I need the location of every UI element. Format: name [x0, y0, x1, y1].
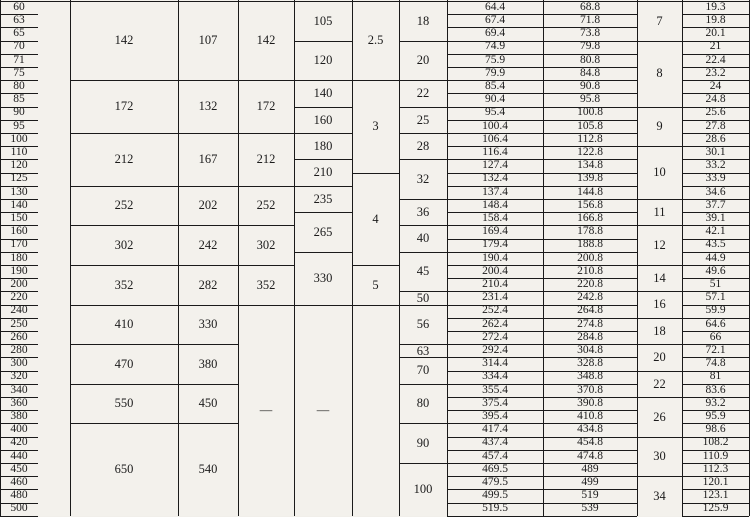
spec-cell: 352 [114, 277, 134, 292]
spec-cell: 330 [198, 317, 218, 332]
size-cell: 63 [13, 14, 25, 27]
value-cell: 106.4 [482, 132, 508, 145]
size-cell: 360 [10, 396, 28, 409]
value-cell: 474.8 [577, 449, 603, 462]
spec-cell: 32 [416, 171, 430, 186]
value-cell: 158.4 [482, 212, 508, 225]
spec-cell: 80 [416, 396, 430, 411]
value-cell: 188.8 [577, 238, 603, 251]
size-cell: 85 [13, 93, 25, 106]
value-cell: 64.4 [484, 0, 506, 13]
value-cell: 57.1 [705, 291, 726, 304]
value-cell: 33.2 [705, 159, 726, 172]
value-cell: 123.1 [702, 489, 729, 502]
value-cell: 19.8 [705, 14, 726, 27]
value-cell: 370.8 [577, 383, 603, 396]
value-cell: 156.8 [577, 198, 603, 211]
value-cell: 22.4 [705, 53, 726, 66]
size-cell: 75 [13, 66, 25, 79]
value-cell: 66 [709, 330, 722, 343]
spec-cell: 107 [198, 33, 218, 48]
value-cell: 134.8 [577, 159, 603, 172]
spec-cell: 105 [313, 13, 333, 28]
value-cell: 292.4 [482, 344, 508, 357]
value-cell: 74.8 [705, 357, 726, 370]
value-cell: 37.7 [705, 198, 726, 211]
value-cell: 95.8 [579, 93, 601, 106]
spec-cell: 18 [653, 323, 666, 338]
spec-cell: 40 [416, 231, 430, 246]
spec-cell: 56 [416, 317, 430, 332]
size-cell: 120 [10, 159, 28, 172]
value-cell: 84.8 [579, 66, 601, 79]
value-cell: 73.8 [579, 27, 601, 40]
value-cell: 93.2 [705, 396, 726, 409]
value-cell: 23.2 [705, 66, 726, 79]
size-cell: 80 [13, 80, 25, 93]
spec-cell: 2.5 [367, 33, 384, 48]
value-cell: 355.4 [482, 383, 508, 396]
size-cell: 190 [10, 264, 28, 277]
size-cell: 450 [10, 462, 28, 475]
value-cell: 120.1 [702, 476, 729, 489]
value-cell: 417.4 [482, 423, 508, 436]
value-cell: 71.8 [579, 14, 601, 27]
value-cell: 95.4 [484, 106, 506, 119]
value-cell: 469.5 [482, 462, 508, 475]
spec-cell: 210 [313, 165, 333, 180]
value-cell: 49.6 [705, 264, 726, 277]
value-cell: 95.9 [705, 410, 726, 423]
value-cell: 252.4 [482, 304, 508, 317]
value-cell: 20.1 [705, 27, 726, 40]
value-cell: 100.8 [577, 106, 603, 119]
spec-cell: 34 [653, 488, 666, 503]
size-cell: 200 [10, 278, 28, 291]
value-cell: 144.8 [577, 185, 603, 198]
value-cell: 33.9 [705, 172, 726, 185]
spec-cell: 330 [313, 270, 333, 285]
spec-cell: 20 [416, 53, 430, 68]
value-cell: 79.9 [484, 66, 506, 79]
spec-cell: 252 [256, 198, 276, 213]
value-cell: 139.8 [577, 172, 603, 185]
value-cell: 74.9 [484, 40, 506, 53]
value-cell: 100.4 [482, 119, 508, 132]
value-cell: 519.5 [482, 502, 508, 515]
spec-cell: 265 [313, 224, 333, 239]
spec-cell: 16 [653, 297, 666, 312]
value-cell: 499 [581, 476, 599, 489]
size-cell: 100 [10, 132, 28, 145]
spec-cell: 550 [114, 396, 134, 411]
value-cell: 200.4 [482, 264, 508, 277]
value-cell: 72.1 [705, 344, 726, 357]
spec-cell: 352 [256, 277, 276, 292]
value-cell: 395.4 [482, 410, 508, 423]
value-cell: 127.4 [482, 159, 508, 172]
spec-cell: 380 [198, 356, 218, 371]
spec-cell: 282 [198, 277, 218, 292]
value-cell: 137.4 [482, 185, 508, 198]
spec-cell: 8 [656, 66, 663, 81]
size-cell: 340 [10, 383, 28, 396]
value-cell: 499.5 [482, 489, 508, 502]
value-cell: 25.6 [705, 106, 726, 119]
value-cell: 68.8 [579, 0, 601, 13]
size-cell: 440 [10, 449, 28, 462]
spec-cell: 120 [313, 53, 333, 68]
value-cell: 19.3 [705, 0, 726, 13]
value-cell: 220.8 [577, 278, 603, 291]
spec-cell: 172 [114, 99, 134, 114]
value-cell: 69.4 [484, 27, 506, 40]
spec-cell: 26 [653, 409, 666, 424]
value-cell: 314.4 [482, 357, 508, 370]
spec-cell: 132 [198, 99, 218, 114]
spec-cell: 212 [256, 152, 276, 167]
value-cell: 231.4 [482, 291, 508, 304]
value-cell: 67.4 [484, 14, 506, 27]
size-cell: 250 [10, 317, 28, 330]
size-cell: 300 [10, 357, 28, 370]
value-cell: 21 [709, 40, 722, 53]
size-cell: 500 [10, 502, 28, 515]
spec-cell: 142 [256, 33, 276, 48]
value-cell: 112.3 [702, 462, 729, 475]
value-cell: 90.4 [484, 93, 506, 106]
size-cell: 65 [13, 27, 25, 40]
value-cell: 457.4 [482, 449, 508, 462]
value-cell: 81 [709, 370, 722, 383]
value-cell: 334.4 [482, 370, 508, 383]
spec-cell: 45 [416, 264, 430, 279]
value-cell: 44.9 [705, 251, 726, 264]
value-cell: 108.2 [702, 436, 729, 449]
size-cell: 380 [10, 410, 28, 423]
value-cell: 262.4 [482, 317, 508, 330]
size-cell: 130 [10, 185, 28, 198]
value-cell: 125.9 [702, 502, 729, 515]
spec-cell: 4 [372, 211, 379, 226]
size-cell: 170 [10, 238, 28, 251]
value-cell: 24.8 [705, 93, 726, 106]
size-cell: 460 [10, 476, 28, 489]
size-cell: 90 [13, 106, 25, 119]
size-cell: 70 [13, 40, 25, 53]
spec-cell: 252 [114, 198, 134, 213]
spec-cell: 302 [256, 237, 276, 252]
spec-cell: 202 [198, 198, 218, 213]
value-cell: 132.4 [482, 172, 508, 185]
value-cell: 166.8 [577, 212, 603, 225]
size-cell: 110 [10, 146, 28, 159]
value-cell: 454.8 [577, 436, 603, 449]
value-cell: 34.6 [705, 185, 726, 198]
spec-cell: 140 [313, 86, 333, 101]
value-cell: 210.8 [577, 264, 603, 277]
value-cell: 437.4 [482, 436, 508, 449]
spec-cell: 470 [114, 356, 134, 371]
spec-cell: 20 [653, 350, 666, 365]
spec-cell: 3 [372, 119, 379, 134]
spec-cell: 30 [653, 449, 666, 464]
spec-cell: 235 [313, 191, 333, 206]
value-cell: 284.8 [577, 330, 603, 343]
spec-cell: 242 [198, 237, 218, 252]
value-cell: 200.8 [577, 251, 603, 264]
spec-cell: — [259, 402, 273, 417]
value-cell: 27.8 [705, 119, 726, 132]
row-rule [352, 305, 399, 306]
value-cell: 64.6 [705, 317, 726, 330]
value-cell: 242.8 [577, 291, 603, 304]
value-cell: 80.8 [579, 53, 601, 66]
size-cell: 140 [10, 198, 28, 211]
size-cell: 160 [10, 225, 28, 238]
value-cell: 79.8 [579, 40, 601, 53]
size-cell: 480 [10, 489, 28, 502]
value-cell: 169.4 [482, 225, 508, 238]
spec-cell: 212 [114, 152, 134, 167]
value-cell: 489 [581, 462, 599, 475]
value-cell: 519 [581, 489, 599, 502]
value-cell: 98.6 [705, 423, 726, 436]
size-cell: 420 [10, 436, 28, 449]
size-cell: 95 [13, 119, 25, 132]
value-cell: 75.9 [484, 53, 506, 66]
value-cell: 51 [709, 278, 722, 291]
value-cell: 479.5 [482, 476, 508, 489]
size-cell: 400 [10, 423, 28, 436]
value-cell: 112.8 [577, 132, 603, 145]
spec-cell: 36 [416, 204, 430, 219]
value-cell: 83.6 [705, 383, 726, 396]
value-cell: 348.8 [577, 370, 603, 383]
spec-cell: 142 [114, 33, 134, 48]
spec-cell: — [316, 402, 330, 417]
value-cell: 39.1 [705, 212, 726, 225]
value-cell: 210.4 [482, 278, 508, 291]
size-cell: 180 [10, 251, 28, 264]
spec-cell: 90 [416, 435, 430, 450]
value-cell: 264.8 [577, 304, 603, 317]
value-cell: 190.4 [482, 251, 508, 264]
value-cell: 539 [581, 502, 599, 515]
size-cell: 60 [13, 0, 25, 13]
spec-cell: 25 [416, 112, 430, 127]
size-cell: 280 [10, 344, 28, 357]
value-cell: 274.8 [577, 317, 603, 330]
spec-cell: 650 [114, 462, 134, 477]
size-cell: 71 [13, 53, 25, 66]
value-cell: 116.4 [482, 146, 508, 159]
value-cell: 28.6 [705, 132, 726, 145]
spec-cell: 18 [416, 13, 430, 28]
spec-cell: 167 [198, 152, 218, 167]
size-cell: 150 [10, 212, 28, 225]
value-cell: 43.5 [705, 238, 726, 251]
size-cell: 260 [10, 330, 28, 343]
spec-cell: 100 [413, 482, 433, 497]
value-cell: 42.1 [705, 225, 726, 238]
value-cell: 85.4 [484, 80, 506, 93]
value-cell: 148.4 [482, 198, 508, 211]
spec-cell: 63 [416, 343, 430, 358]
size-cell: 220 [10, 291, 28, 304]
row-rule [0, 1, 750, 2]
value-cell: 30.1 [705, 146, 726, 159]
spec-cell: 302 [114, 237, 134, 252]
value-cell: 110.9 [702, 449, 729, 462]
value-cell: 375.4 [482, 396, 508, 409]
value-cell: 410.8 [577, 410, 603, 423]
value-cell: 90.8 [579, 80, 601, 93]
value-cell: 105.8 [577, 119, 603, 132]
spec-cell: 172 [256, 99, 276, 114]
spec-cell: 9 [656, 119, 663, 134]
spec-cell: 180 [313, 138, 333, 153]
size-cell: 125 [10, 172, 28, 185]
spec-cell: 10 [653, 165, 666, 180]
spec-cell: 410 [114, 317, 134, 332]
value-cell: 304.8 [577, 344, 603, 357]
spec-cell: 7 [656, 13, 663, 28]
size-cell: 320 [10, 370, 28, 383]
spec-cell: 5 [372, 277, 379, 292]
spec-cell: 22 [416, 86, 430, 101]
value-cell: 179.4 [482, 238, 508, 251]
spec-cell: 540 [198, 462, 218, 477]
spec-cell: 11 [653, 204, 666, 219]
spec-cell: 12 [653, 237, 666, 252]
value-cell: 178.8 [577, 225, 603, 238]
value-cell: 272.4 [482, 330, 508, 343]
value-cell: 24 [709, 80, 722, 93]
value-cell: 328.8 [577, 357, 603, 370]
spec-cell: 22 [653, 376, 666, 391]
spec-cell: 50 [416, 290, 430, 305]
spec-cell: 160 [313, 112, 333, 127]
value-cell: 122.8 [577, 146, 603, 159]
spec-cell: 28 [416, 138, 430, 153]
spec-cell: 450 [198, 396, 218, 411]
value-cell: 434.8 [577, 423, 603, 436]
spec-cell: 14 [653, 270, 666, 285]
value-cell: 390.8 [577, 396, 603, 409]
spec-cell: 70 [416, 363, 430, 378]
size-cell: 240 [10, 304, 28, 317]
value-cell: 59.9 [705, 304, 726, 317]
